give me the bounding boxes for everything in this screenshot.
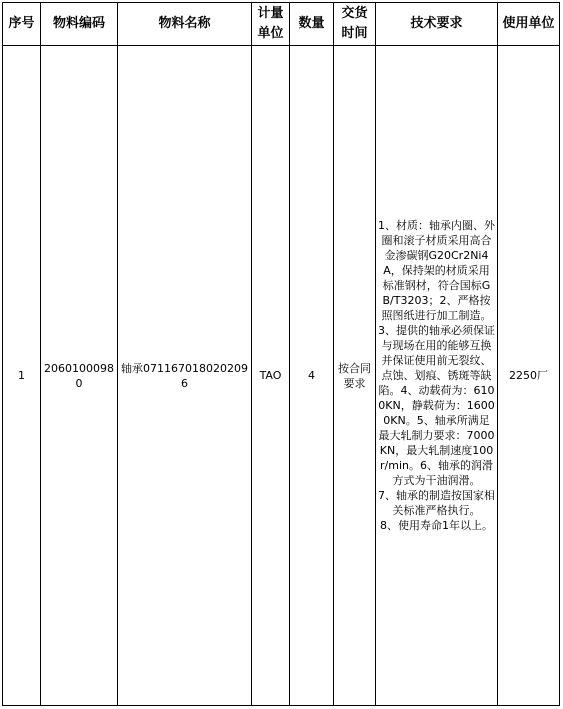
cell-user: 2250厂 <box>498 46 560 706</box>
tech-requirement-main: 1、材质：轴承内圈、外圈和滚子材质采用高合金渗碳钢G20Cr2Ni4A，保持架的材质采用标准钢材，符合国标GB/T3203；2、严格按照图纸进行加工制造。3、提供的轴承必须保证与现场在用的能够互换并保证使用前无裂纹、点蚀、划痕、锈斑等缺陷。4、动载荷为：6100KN，静载荷为：16000KN。5、轴承所满足最大轧制力要求：7000KN，最大轧制速度100r/min。6、轴承的润滑方式为干油润滑。 <box>378 219 495 487</box>
header-qty: 数量 <box>290 3 334 46</box>
cell-code: 20601000980 <box>41 46 118 706</box>
cell-qty: 4 <box>290 46 334 706</box>
cell-name: 轴承0711670180202096 <box>118 46 252 706</box>
header-delivery: 交货时间 <box>334 3 376 46</box>
cell-unit: TAO <box>252 46 290 706</box>
header-seq: 序号 <box>3 3 41 46</box>
material-spec-table <box>2 2 560 706</box>
table-row <box>3 46 560 706</box>
tech-requirement-8: 8、使用寿命1年以上。 <box>380 519 493 532</box>
header-name: 物料名称 <box>118 3 252 46</box>
header-unit: 计量单位 <box>252 3 290 46</box>
cell-delivery: 按合同要求 <box>334 46 376 706</box>
header-user: 使用单位 <box>498 3 560 46</box>
header-code: 物料编码 <box>41 3 118 46</box>
tech-requirement-7: 7、轴承的制造按国家相关标准严格执行。 <box>378 489 495 517</box>
header-row <box>3 3 560 46</box>
cell-seq: 1 <box>3 46 41 706</box>
header-tech: 技术要求 <box>376 3 498 46</box>
cell-tech <box>376 46 498 706</box>
